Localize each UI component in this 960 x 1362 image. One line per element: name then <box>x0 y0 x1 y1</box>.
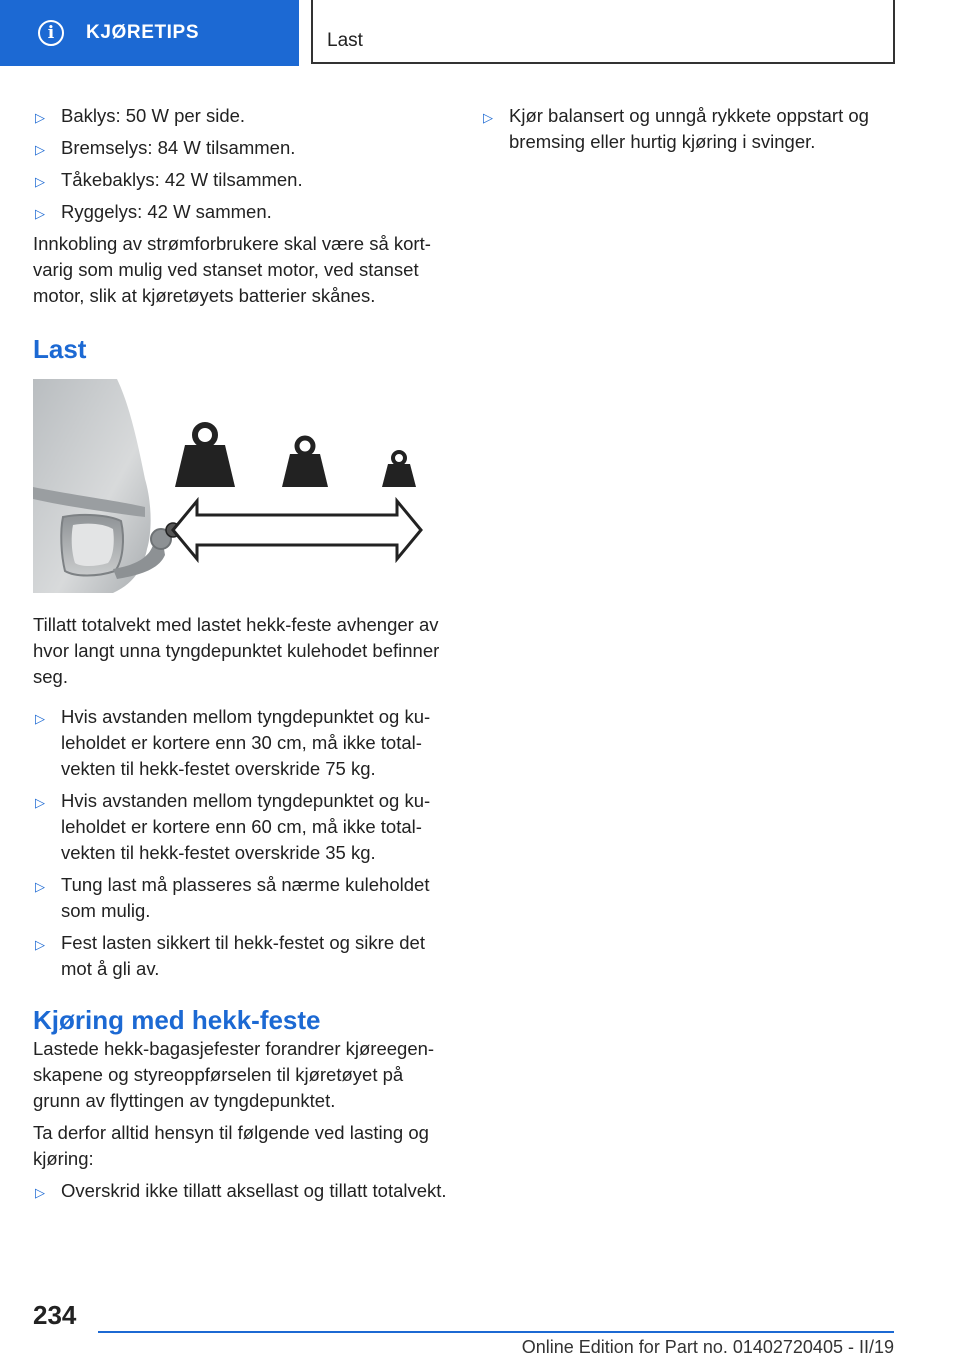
page-number: 234 <box>33 1300 77 1330</box>
paragraph: Innkobling av strømforbrukere skal være så kortvarig som mulig ved stanset motor, ved stanset motor, slik at kjøretøyets batterier skånes. <box>33 233 431 306</box>
weight-large-icon <box>175 445 235 487</box>
list-item: ▷ Bremselys: 84 W tilsammen. <box>33 135 448 161</box>
triangle-right-icon: ▷ <box>483 110 493 125</box>
list-item: ▷ Hvis avstanden mellom tyngdepunktet og kuleholdet er kortere enn 60 cm, må ikke totalvekten til hekk-festet overskride 35 kg. <box>35 790 431 863</box>
triangle-right-icon: ▷ <box>35 937 45 952</box>
triangle-right-icon: ▷ <box>35 711 45 726</box>
header-section-tab[interactable] <box>0 0 299 66</box>
triangle-right-icon: ▷ <box>35 110 45 125</box>
weight-handle-medium <box>297 438 313 454</box>
list-item: ▷ Overskrid ikke tillatt aksellast og tillatt totalvekt. <box>33 1178 448 1204</box>
footer-edition-text: Online Edition for Part no. 01402720405 - II/19 <box>521 1337 894 1357</box>
page-title: Last <box>327 30 363 51</box>
header-title-box <box>311 0 895 64</box>
distance-double-arrow-icon <box>173 501 421 559</box>
triangle-right-icon: ▷ <box>35 879 45 894</box>
weight-handle-large <box>195 425 215 445</box>
weight-handle-small <box>393 452 405 464</box>
exhaust-opening <box>72 524 114 566</box>
list-item: ▷ Ryggelys: 42 W sammen. <box>33 199 448 225</box>
paragraph: Tillatt totalvekt med lastet hekk-feste avhenger av hvor langt unna tyngdepunktet kulehodet befinner seg. <box>33 614 440 687</box>
triangle-right-icon: ▷ <box>35 795 45 810</box>
paragraph: Lastede hekk-bagasjefester forandrer kjøreegenskapene og styreoppførselen til kjøretøyet på grunn av flyttingen av tyngdepunktet. <box>33 1038 435 1111</box>
list-item: ▷ Baklys: 50 W per side. <box>33 103 448 129</box>
weight-small-icon <box>382 464 416 487</box>
header-section-label: KJØRETIPS <box>86 22 200 43</box>
list-item: ▷ Tåkebaklys: 42 W tilsammen. <box>33 167 448 193</box>
paragraph: Ta derfor alltid hensyn til følgende ved lasting og kjøring: <box>33 1122 429 1169</box>
list-item: ▷ Kjør balansert og unngå rykkete oppstart og bremsing eller hurtig kjøring i svinger. <box>483 105 869 152</box>
section-heading-towing: Kjøring med hekk-feste <box>33 1005 321 1035</box>
weight-medium-icon <box>282 454 328 487</box>
triangle-right-icon: ▷ <box>35 1185 45 1200</box>
left-column <box>33 103 448 1210</box>
list-item: ▷ Tung last må plasseres så nærme kuleholdet som mulig. <box>35 874 430 921</box>
right-column <box>481 103 896 161</box>
info-icon: i <box>38 20 64 46</box>
section-heading-last: Last <box>33 334 87 364</box>
list-item: ▷ Fest lasten sikkert til hekk-festet og sikre det mot å gli av. <box>35 932 425 979</box>
footer-divider <box>98 1331 894 1333</box>
towing-load-illustration <box>33 379 448 593</box>
list-item: ▷ Hvis avstanden mellom tyngdepunktet og kuleholdet er kortere enn 30 cm, må ikke totalvekten til hekk-festet overskride 75 kg. <box>35 706 431 779</box>
triangle-right-icon: ▷ <box>35 142 45 157</box>
triangle-right-icon: ▷ <box>35 206 45 221</box>
triangle-right-icon: ▷ <box>35 174 45 189</box>
